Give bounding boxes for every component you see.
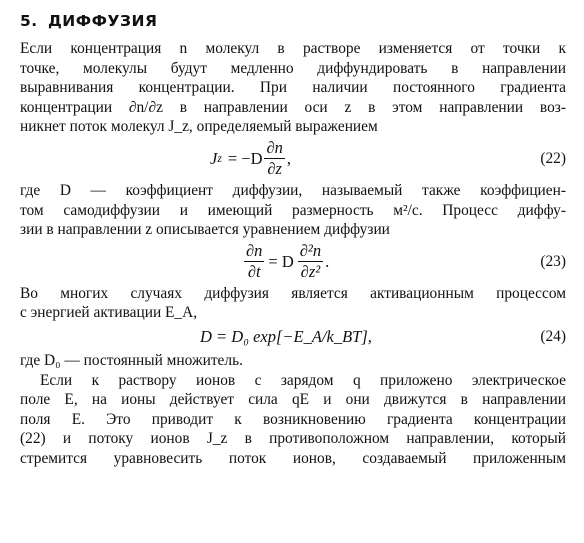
equation-24 <box>20 323 566 351</box>
eq23-suffix: . <box>325 251 330 271</box>
paragraph-3-line-2: с энергией активации E_A, <box>20 304 198 322</box>
equation-23-number: (23) <box>540 252 566 270</box>
eq23-left-numerator: ∂n <box>246 241 263 261</box>
eq22-denominator: ∂z <box>267 159 282 179</box>
paragraph-5-line-5: стремится уравновесить поток ионов, создаваемый приложенным <box>20 449 566 467</box>
paragraph-5-line-4: (22) и потоку ионов J_z в противоположном направлении, который <box>20 430 566 448</box>
paragraph-4 <box>20 351 566 371</box>
eq23-right-fraction <box>298 242 323 281</box>
equation-22-body <box>210 137 291 181</box>
paragraph-2-line-2: том самодиффузии и имеющий размерность м²/с. Процесс диффу- <box>20 201 566 219</box>
page <box>20 10 566 469</box>
section-number: 5. <box>20 12 38 30</box>
eq22-numerator: ∂n <box>266 138 283 158</box>
paragraph-1-line-4: концентрации ∂n/∂z в направлении оси z в этом направлении воз- <box>20 98 566 116</box>
paragraph-2-line-3: зии в направлении z описывается уравнением диффузии <box>20 221 390 239</box>
paragraph-3 <box>20 284 566 323</box>
eq22-rhs-prefix: = −D <box>227 148 263 168</box>
eq22-lhs: J <box>210 148 218 168</box>
equation-24-body: D = D₀ exp[−E_A/k_BT], <box>200 326 372 346</box>
section-title: ДИФФУЗИЯ <box>48 12 158 30</box>
paragraph-5 <box>20 371 566 469</box>
eq23-left-denominator: ∂t <box>247 262 261 282</box>
eq22-suffix: , <box>286 148 292 168</box>
equation-22 <box>20 137 566 181</box>
eq22-fraction <box>264 139 284 178</box>
paragraph-5-line-2: поле E, на ионы действует сила qE и они движутся в направлении <box>20 391 566 409</box>
equation-24-number: (24) <box>540 327 566 345</box>
eq23-mid: = D <box>268 251 294 271</box>
paragraph-1-line-3: выравнивания концентрации. При наличии постоянного градиента <box>20 79 566 97</box>
paragraph-5-line-1: Если к раствору ионов с зарядом q приложено электрическое <box>40 371 566 389</box>
paragraph-4-line-1: где D₀ — постоянный множитель. <box>20 351 243 369</box>
equation-23 <box>20 240 566 284</box>
section-heading <box>20 10 566 32</box>
eq22-lhs-sub: z <box>217 152 222 165</box>
eq23-left-fraction <box>244 242 264 281</box>
paragraph-1-line-5: никнет поток молекул J_z, определяемый выражением <box>20 118 378 136</box>
paragraph-5-line-3: поля E. Это приводит к возникновению градиента концентрации <box>20 410 566 428</box>
equation-22-number: (22) <box>540 149 566 167</box>
paragraph-2 <box>20 181 566 240</box>
paragraph-2-line-1: где D — коэффициент диффузии, называемый также коэффициен- <box>20 181 566 199</box>
paragraph-1-line-2: точке, молекулы будут медленно диффундировать в направлении <box>20 59 566 77</box>
paragraph-1 <box>20 39 566 137</box>
paragraph-1-line-1: Если концентрация n молекул в растворе изменяется от точки к <box>20 40 566 57</box>
eq23-right-numerator: ∂²n <box>299 241 322 261</box>
equation-23-body <box>242 240 329 284</box>
paragraph-3-line-1: Во многих случаях диффузия является активационным процессом <box>20 284 566 302</box>
eq23-right-denominator: ∂z² <box>300 262 321 282</box>
